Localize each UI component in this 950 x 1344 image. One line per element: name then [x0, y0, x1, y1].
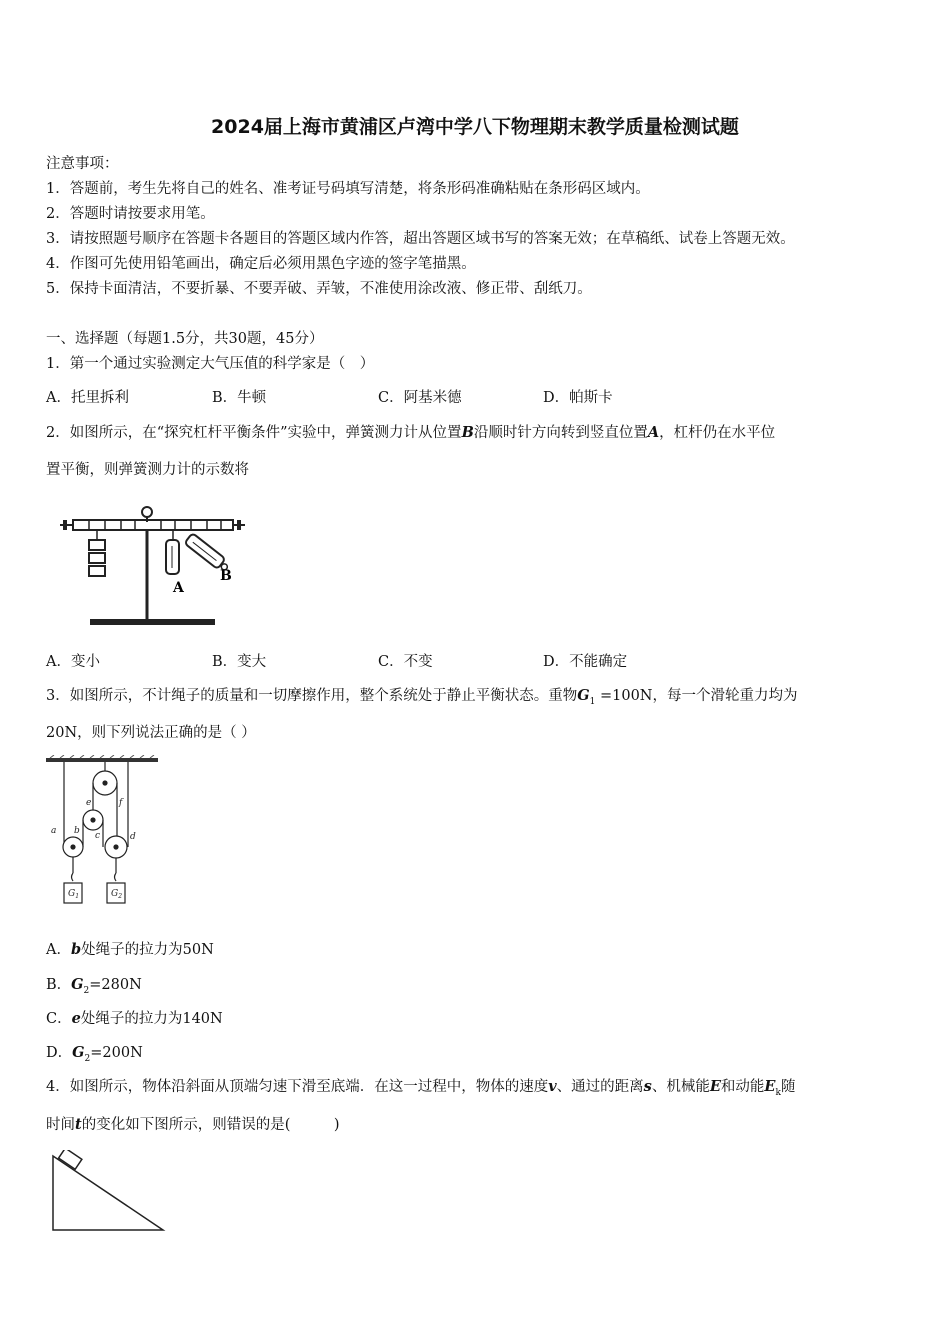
- notice-item-4: 4．作图可先使用铅笔画出，确定后必须用黑色字迹的签字笔描黑。: [46, 256, 476, 272]
- q3-option-d-text: =200N: [90, 1045, 143, 1061]
- q3-option-b-prefix: B．: [46, 977, 72, 993]
- q4-stem-line2-pre: 时间: [46, 1117, 75, 1133]
- q1-option-c: C．阿基米德: [378, 390, 462, 406]
- notice-item-1: 1．答题前，考生先将自己的姓名、准考证号码填写清楚，将条形码准确粘贴在条形码区域内。: [46, 181, 650, 197]
- fig-label-a: a: [51, 826, 57, 836]
- incline: [53, 1156, 163, 1230]
- q4-stem-part2: 、通过的距离: [556, 1079, 644, 1095]
- q4-var-s: s: [643, 1078, 652, 1095]
- fig-label-a: A: [173, 580, 184, 596]
- q3-stem-line2: 20N，则下列说法正确的是（ ）: [46, 725, 256, 741]
- q2-stem-part1: 2．如图所示，在“探究杠杆平衡条件”实验中，弹簧测力计从位置: [46, 425, 462, 441]
- q2-stem-line1: [46, 421, 775, 442]
- fig-g2-sub: 2: [118, 893, 123, 900]
- fig-label-b: b: [74, 826, 80, 836]
- q3-stem-line1: [46, 684, 797, 707]
- q1-option-a: A．托里拆利: [46, 390, 129, 406]
- q1-option-d: D．帕斯卡: [543, 390, 613, 406]
- q4-stem-line2-post: 的变化如下图所示，则错误的是( ): [81, 1117, 340, 1133]
- q3-option-d-var: G: [72, 1044, 85, 1061]
- notice-item-3: 3．请按照题号顺序在答题卡各题目的答题区域内作答，超出答题区域书写的答案无效；在草稿纸、试卷上答题无效。: [46, 231, 795, 247]
- q2-var-b: B: [461, 424, 474, 441]
- q3-var-g: G: [577, 687, 590, 704]
- q1-option-b: B．牛顿: [212, 390, 267, 406]
- q2-lever-figure: [55, 500, 250, 632]
- q2-option-c: C．不变: [378, 654, 433, 670]
- q3-option-d-sub: 2: [84, 1053, 91, 1064]
- q4-stem-line1: [46, 1075, 795, 1098]
- notice-item-2: 2．答题时请按要求用笔。: [46, 206, 215, 222]
- q4-var-ek: E: [764, 1078, 776, 1095]
- q2-stem-part3: ，杠杆仍在水平位: [659, 425, 776, 441]
- q4-stem-part3: 、机械能: [651, 1079, 710, 1095]
- q3-option-a-prefix: A．: [46, 942, 71, 958]
- fig-label-c: c: [95, 831, 101, 841]
- notice-item-5: 5．保持卡面清洁，不要折暴、不要弄破、弄皱，不准使用涂改液、修正带、刮纸刀。: [46, 281, 592, 297]
- q3-option-c-text: 处绳子的拉力为140N: [80, 1011, 223, 1027]
- q3-option-a-text: 处绳子的拉力为50N: [81, 942, 214, 958]
- q3-option-b: [46, 973, 142, 996]
- lever-base: [90, 619, 215, 625]
- fig-g2-letter: G: [111, 889, 119, 899]
- fig-label-d: d: [130, 832, 136, 842]
- q4-var-v: v: [548, 1078, 557, 1095]
- q3-option-d: [46, 1041, 143, 1064]
- fig-label-b: B: [220, 568, 232, 584]
- q3-option-a: [46, 938, 214, 959]
- page-title: 2024届上海市黄浦区卢湾中学八下物理期末教学质量检测试题: [211, 116, 739, 138]
- q2-option-d: D．不能确定: [543, 654, 628, 670]
- q3-stem-part1: 3．如图所示，不计绳子的质量和一切摩擦作用，整个系统处于静止平衡状态。重物: [46, 688, 578, 704]
- q3-option-b-text: =280N: [89, 977, 142, 993]
- q3-stem-part2: =100N，每一个滑轮重力均为: [595, 688, 798, 704]
- lever-bar: [73, 520, 233, 530]
- q4-var-e: E: [709, 1078, 721, 1095]
- q4-stem-part4: 和动能: [720, 1079, 765, 1095]
- q2-var-a: A: [647, 424, 660, 441]
- q3-option-b-sub: 2: [83, 985, 90, 996]
- q2-option-b: B．变大: [212, 654, 267, 670]
- section-heading: 一、选择题（每题1.5分，共30题，45分）: [46, 331, 324, 347]
- q4-stem-part5: 随: [780, 1079, 796, 1095]
- q3-option-d-prefix: D．: [46, 1045, 73, 1061]
- fig-g1-sub: 1: [75, 893, 80, 900]
- q3-option-c-prefix: C．: [46, 1011, 72, 1027]
- q2-stem-part2: 沿顺时针方向转到竖直位置: [473, 425, 648, 441]
- q4-stem-part1: 4．如图所示，物体沿斜面从顶端匀速下滑至底端．在这一过程中，物体的速度: [46, 1079, 549, 1095]
- q3-option-a-var: b: [70, 941, 82, 958]
- fig-g1-letter: G: [68, 889, 76, 899]
- q4-var-t: t: [75, 1116, 82, 1133]
- q3-option-b-var: G: [71, 976, 84, 993]
- fig-label-f: f: [119, 798, 123, 808]
- q4-sub-k: k: [775, 1087, 781, 1098]
- q3-sub-1: 1: [589, 696, 596, 707]
- q3-option-c-var: e: [71, 1010, 81, 1027]
- fig-label-e: e: [86, 798, 92, 808]
- hanging-weights: [89, 540, 105, 576]
- q4-incline-figure: [50, 1150, 168, 1234]
- notice-heading: 注意事项：: [46, 156, 119, 172]
- q4-stem-line2: [46, 1113, 340, 1134]
- ceiling: [46, 758, 158, 762]
- q3-option-c: [46, 1007, 223, 1028]
- q2-option-a: A．变小: [46, 654, 100, 670]
- q1-stem: 1．第一个通过实验测定大气压值的科学家是（ ）: [46, 356, 375, 372]
- q2-stem-line2: 置平衡，则弹簧测力计的示数将: [46, 462, 249, 478]
- q3-pulley-figure: [44, 755, 162, 910]
